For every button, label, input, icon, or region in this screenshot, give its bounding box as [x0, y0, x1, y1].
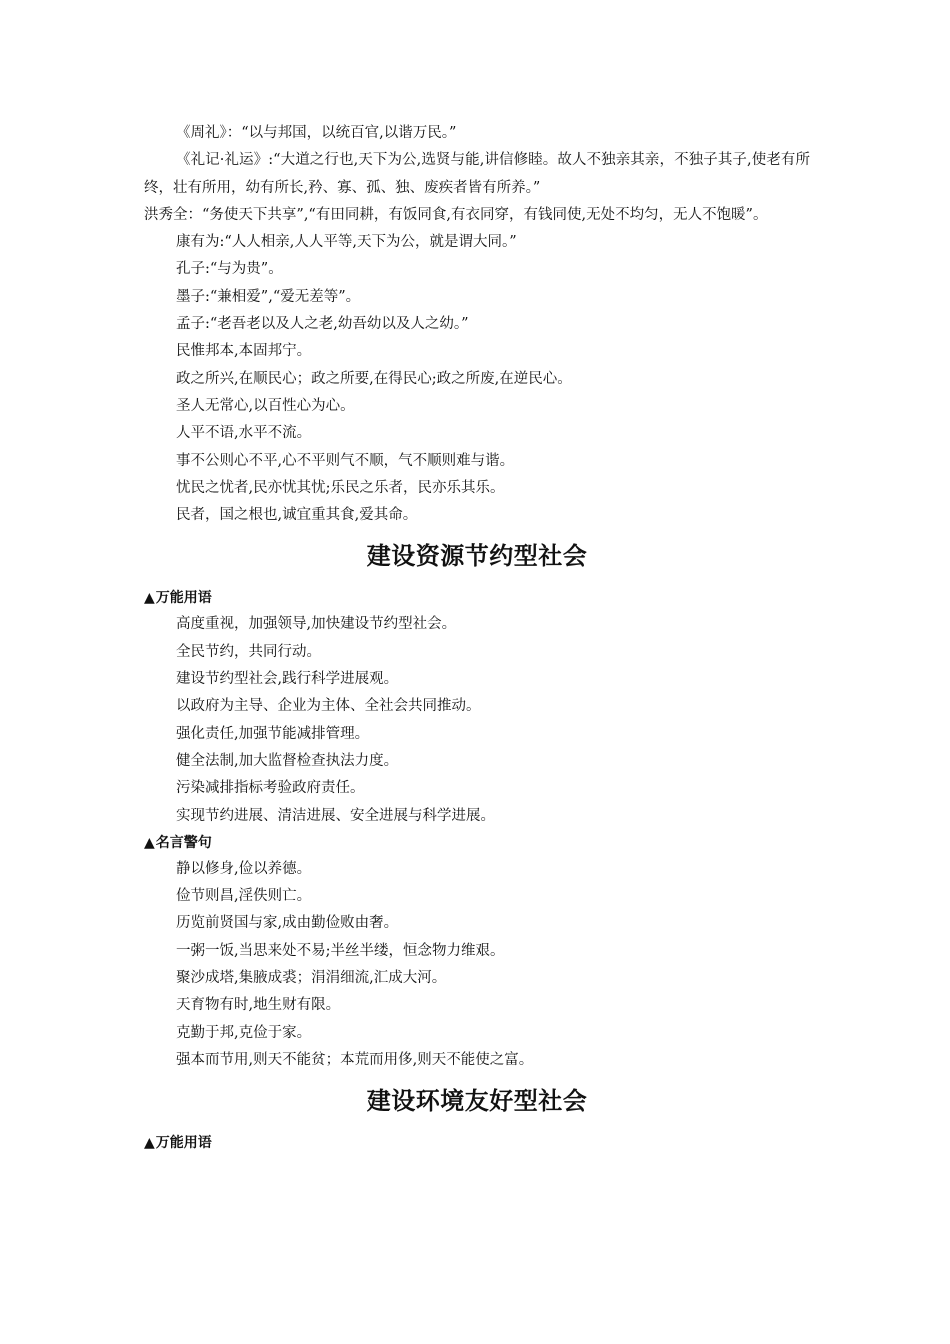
saying-line: 一粥一饭,当思来处不易;半丝半缕，恒念物力维艰。	[176, 942, 505, 959]
document-page	[144, 120, 810, 1156]
quote-liji: 《礼记·礼运》:“大道之行也,天下为公,选贤与能,讲信修睦。故人不独亲其亲，不独子其子,使老有所终，壮有所用，幼有所长,矜、寡、孤、独、废疾者皆有所养。”	[144, 152, 810, 196]
quote-mengzi: 孟子:“老吾老以及人之老,幼吾幼以及人之幼。”	[176, 316, 469, 333]
subheading-universal-phrases	[144, 1130, 810, 1156]
subheading-famous-sayings	[144, 830, 810, 856]
phrase-line: 建设节约型社会,践行科学进展观。	[176, 671, 399, 688]
section-title-resource-saving: 建设资源节约型社会	[366, 542, 588, 571]
phrase-line: 实现节约进展、清洁进展、安全进展与科学进展。	[176, 807, 495, 824]
phrase-line: 以政府为主导、企业为主体、全社会共同推动。	[176, 698, 481, 715]
quote-kongzi: 孔子:“与为贵”。	[176, 261, 283, 278]
saying-line: 俭节则昌,淫佚则亡。	[176, 888, 312, 905]
triangle-marker-icon: ▲	[144, 590, 155, 607]
saying-line: 聚沙成塔,集腋成裘；涓涓细流,汇成大河。	[176, 970, 447, 987]
phrase-line: 全民节约，共同行动。	[176, 643, 321, 660]
subheading-label: 万能用语	[155, 1135, 212, 1152]
quote-line: 忧民之忧者,民亦忧其忧;乐民之乐者，民亦乐其乐。	[176, 479, 505, 496]
subheading-label: 名言警句	[155, 834, 212, 851]
quote-line: 民者，国之根也,诚宜重其食,爱其命。	[176, 507, 418, 524]
saying-line: 克勤于邦,克俭于家。	[176, 1024, 312, 1041]
triangle-marker-icon: ▲	[144, 834, 155, 851]
quote-line: 圣人无常心,以百性心为心。	[176, 397, 355, 414]
saying-line: 历览前贤国与家,成由勤俭败由奢。	[176, 915, 399, 932]
subheading-universal-phrases	[144, 585, 810, 611]
quote-line: 事不公则心不平,心不平则气不顺，气不顺则难与谐。	[176, 452, 515, 469]
quote-hongxiuquan: 洪秀全：“务使天下共享”,“有田同耕，有饭同食,有衣同穿，有钱同使,无处不均匀，无人不饱暖”。	[144, 206, 768, 223]
saying-line: 强本而节用,则天不能贫；本荒而用侈,则天不能使之富。	[176, 1051, 534, 1068]
saying-line: 静以修身,俭以养德。	[176, 860, 312, 877]
phrase-line: 高度重视，加强领导,加快建设节约型社会。	[176, 616, 457, 633]
quote-mozi: 墨子:“兼相爱”,“爱无差等”。	[176, 288, 361, 305]
section-title-environment-friendly: 建设环境友好型社会	[366, 1087, 588, 1116]
quote-line: 政之所兴,在顺民心；政之所要,在得民心;政之所废,在逆民心。	[176, 370, 572, 387]
phrase-line: 健全法制,加大监督检查执法力度。	[176, 752, 399, 769]
quote-line: 民惟邦本,本固邦宁。	[176, 343, 312, 360]
quote-line: 人平不语,水平不流。	[176, 425, 312, 442]
phrase-line: 污染减排指标考验政府责任。	[176, 780, 365, 797]
phrase-line: 强化责任,加强节能减排管理。	[176, 725, 370, 742]
subheading-label: 万能用语	[155, 590, 212, 607]
saying-line: 天育物有时,地生财有限。	[176, 997, 341, 1014]
quote-kangyouwei: 康有为:“人人相亲,人人平等,天下为公，就是谓大同。”	[176, 234, 517, 251]
quote-zhouli: 《周礼》：“以与邦国，以统百官,以谐万民。”	[176, 125, 457, 141]
triangle-marker-icon: ▲	[144, 1135, 155, 1152]
